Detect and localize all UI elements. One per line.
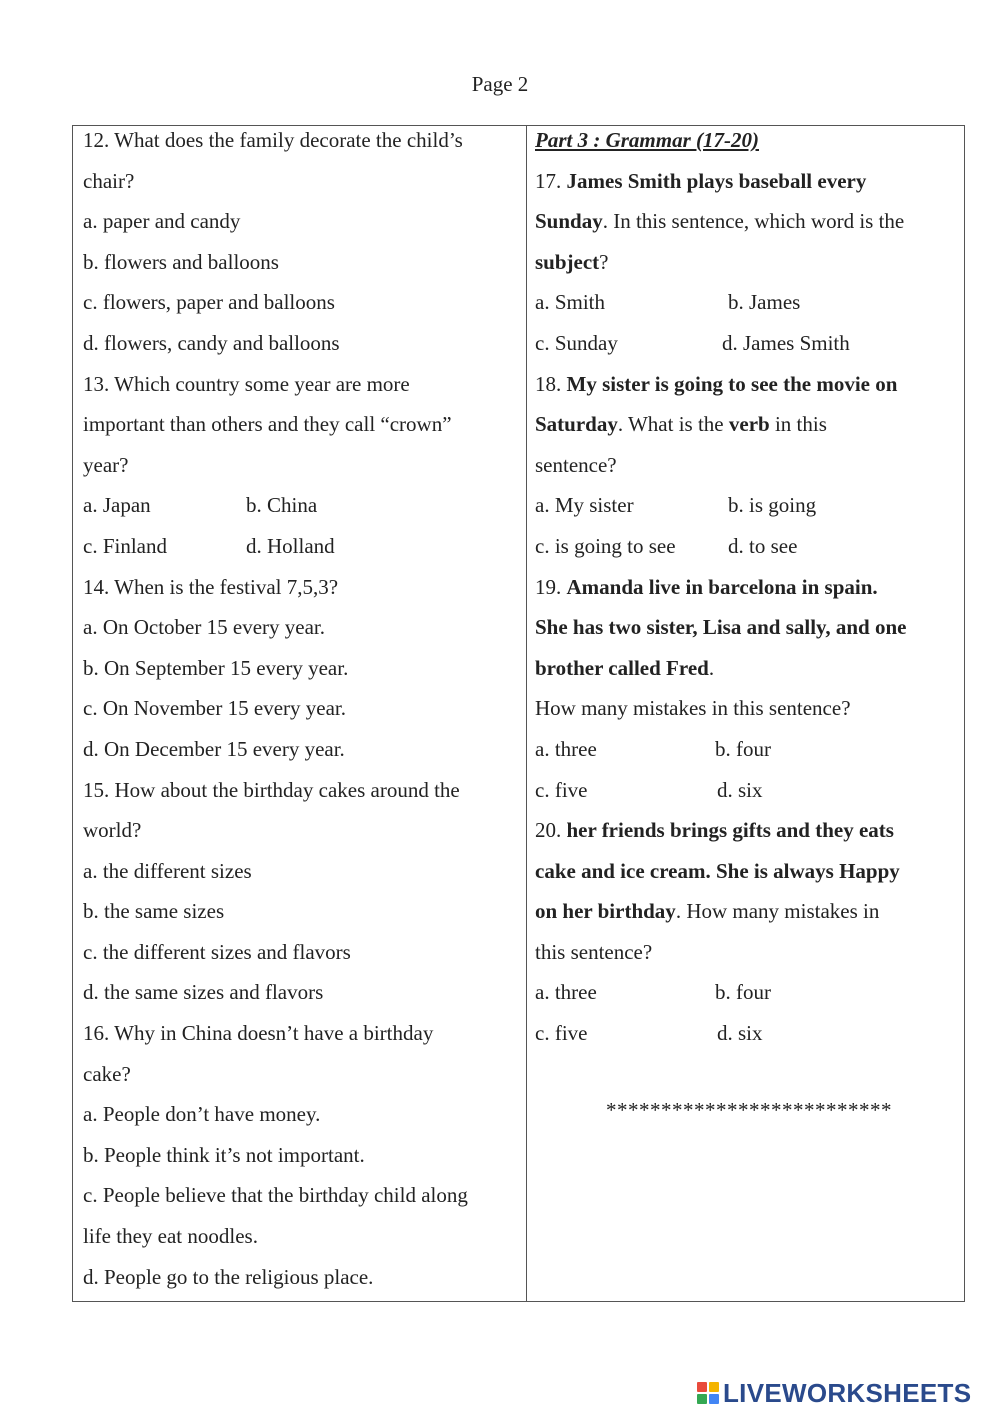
question-text: 16. Why in China doesn’t have a birthday — [83, 1021, 434, 1046]
option-row — [535, 729, 963, 770]
option-row — [535, 1013, 963, 1054]
option-b: b. People think it’s not important. — [83, 1142, 365, 1167]
option-a: a. three — [535, 736, 597, 761]
option-c-continued: life they eat noodles. — [83, 1224, 258, 1249]
option-row — [535, 770, 963, 811]
question-text — [535, 648, 963, 689]
example-sentence: her friends brings gifts and they eats — [566, 818, 894, 843]
question-text: chair? — [83, 168, 135, 193]
question-text — [535, 364, 963, 405]
option-d: d. On December 15 every year. — [83, 736, 345, 761]
option-d: d. Holland — [246, 533, 335, 558]
option-b: b. the same sizes — [83, 899, 225, 924]
question-text — [535, 810, 963, 851]
left-column — [83, 120, 523, 1297]
option-b: b. flowers and balloons — [83, 249, 279, 274]
question-text: important than others and they call “crown” — [83, 412, 452, 437]
example-sentence: Saturday — [535, 412, 618, 437]
option-c: c. the different sizes and flavors — [83, 939, 351, 964]
question-prompt: . What is the — [617, 412, 729, 437]
question-text — [535, 404, 963, 445]
question-13 — [83, 364, 523, 567]
question-12 — [83, 120, 523, 364]
logo-block — [697, 1394, 707, 1404]
keyword: verb — [728, 412, 770, 437]
logo-block — [709, 1382, 719, 1392]
question-text — [535, 161, 963, 202]
question-prompt: . How many mistakes in — [675, 899, 880, 924]
option-row — [535, 282, 963, 323]
question-text: 15. How about the birthday cakes around the — [83, 777, 460, 802]
option-c: c. Sunday — [535, 330, 618, 355]
question-text: 13. Which country some year are more — [83, 371, 410, 396]
option-c: c. People believe that the birthday child along — [83, 1183, 468, 1208]
logo-text: LIVEWORKSHEETS — [723, 1377, 972, 1408]
option-a: a. People don’t have money. — [83, 1102, 321, 1127]
question-text: 12. What does the family decorate the child’s — [83, 128, 463, 152]
punctuation: . — [708, 655, 715, 680]
question-number: 20. — [535, 818, 567, 843]
example-sentence: on her birthday — [535, 899, 676, 924]
option-row — [535, 526, 963, 567]
liveworksheets-logo — [697, 1376, 971, 1410]
question-15 — [83, 770, 523, 1014]
option-b: b. China — [246, 493, 318, 518]
example-sentence: She has two sister, Lisa and sally, and one — [535, 615, 907, 640]
option-row — [83, 485, 523, 526]
question-20 — [535, 810, 963, 1054]
option-b: b. James — [728, 290, 801, 315]
question-text: sentence? — [535, 452, 617, 477]
question-14 — [83, 567, 523, 770]
question-19 — [535, 567, 963, 811]
example-sentence: Amanda live in barcelona in spain. — [566, 574, 878, 599]
question-text — [535, 242, 963, 283]
option-c: c. is going to see — [535, 533, 676, 558]
option-d: d. to see — [728, 533, 798, 558]
question-prompt: this sentence? — [535, 939, 653, 964]
option-d: d. flowers, candy and balloons — [83, 330, 340, 355]
question-text — [535, 891, 963, 932]
logo-block — [697, 1382, 707, 1392]
question-text: world? — [83, 818, 142, 843]
option-c: c. five — [535, 1021, 588, 1046]
option-b: b. is going — [728, 493, 817, 518]
example-sentence: brother called Fred — [535, 655, 709, 680]
question-text: year? — [83, 452, 129, 477]
example-sentence: cake and ice cream. She is always Happy — [535, 858, 900, 883]
page-number: Page 2 — [471, 72, 529, 96]
part-title: Part 3 : Grammar (17-20) — [535, 128, 759, 152]
option-d: d. People go to the religious place. — [83, 1264, 374, 1289]
option-a: a. paper and candy — [83, 209, 241, 234]
question-text: cake? — [83, 1061, 131, 1086]
option-c: c. five — [535, 777, 588, 802]
option-d: d. the same sizes and flavors — [83, 980, 324, 1005]
option-d: d. six — [717, 1021, 763, 1046]
question-prompt: . In this sentence, which word is the — [602, 209, 905, 234]
option-c: c. flowers, paper and balloons — [83, 290, 335, 315]
option-a: a. My sister — [535, 493, 634, 518]
option-c: c. Finland — [83, 533, 167, 558]
option-a: a. the different sizes — [83, 858, 252, 883]
logo-icon — [697, 1382, 719, 1404]
option-d: d. six — [717, 777, 763, 802]
question-prompt: in this — [769, 412, 827, 437]
worksheet-table — [72, 125, 965, 1302]
option-c: c. On November 15 every year. — [83, 696, 346, 721]
right-column — [535, 120, 963, 1130]
example-sentence: My sister is going to see the movie on — [566, 371, 898, 396]
question-number: 19. — [535, 574, 567, 599]
option-a: a. On October 15 every year. — [83, 615, 325, 640]
option-a: a. three — [535, 980, 597, 1005]
option-row — [535, 485, 963, 526]
example-sentence: James Smith plays baseball every — [566, 168, 867, 193]
question-text: 14. When is the festival 7,5,3? — [83, 574, 339, 599]
question-16 — [83, 1013, 523, 1297]
question-text — [535, 567, 963, 608]
option-row — [535, 323, 963, 364]
option-b: b. On September 15 every year. — [83, 655, 349, 680]
punctuation: ? — [599, 249, 609, 274]
question-17 — [535, 161, 963, 364]
question-text — [535, 201, 963, 242]
question-prompt: How many mistakes in this sentence? — [535, 696, 851, 721]
option-row — [83, 526, 523, 567]
option-b: b. four — [715, 980, 771, 1005]
question-number: 18. — [535, 371, 567, 396]
logo-block — [709, 1394, 719, 1404]
question-18 — [535, 364, 963, 567]
option-a: a. Smith — [535, 290, 606, 315]
keyword: subject — [535, 249, 600, 274]
question-number: 17. — [535, 168, 567, 193]
end-separator: ************************** — [606, 1097, 892, 1122]
example-sentence: Sunday — [535, 209, 603, 234]
option-a: a. Japan — [83, 493, 151, 518]
option-b: b. four — [715, 736, 771, 761]
column-divider — [526, 126, 527, 1301]
option-d: d. James Smith — [722, 330, 850, 355]
option-row — [535, 972, 963, 1013]
